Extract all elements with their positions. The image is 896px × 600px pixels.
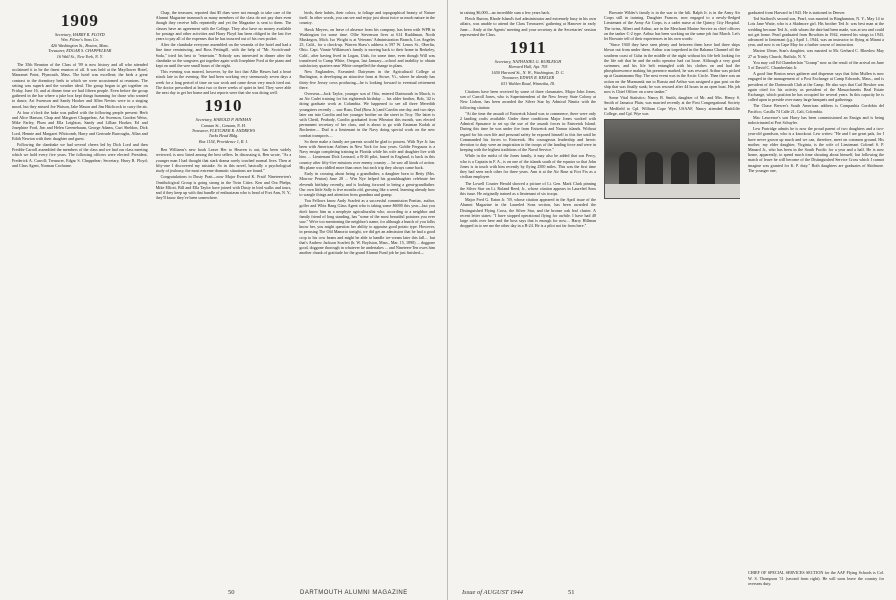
secretary-address: 426 Washington St., Boston, Mass. bbox=[50, 42, 109, 48]
right-col-3 bbox=[748, 10, 884, 582]
article-paragraph: Hawk Meyers, on leave of absence from his company, has been with WPB in Washington for some time. Ollie Stevenson lives at 614 Ruddiman, North Muskegon, Mich. Iso Wright is at Veterans' Administration Branch, Los Angeles 25, Calif., for a check-up. Warren Shaw's address is 597 W. Lenox St., Oberlin, Ohio. Capt. Vinnie Wilkinson's family is moving back to their home in Berkeley, Calif., after having lived in Logan, Utah, for some time, even though Will was transferred to Camp White, Oregon, last January—school and inability to obtain satisfactory quarters near White compelled the change in plans. bbox=[299, 26, 436, 69]
secretary-line: Secretary, NATHANIEL G. BURLEIGH bbox=[494, 59, 562, 65]
article-paragraph: birds, their habits, their colors, to foliage and topographical beauty of Nature itself. In other words, you can see and enjoy just about twice as much nature in the country. bbox=[299, 10, 436, 26]
article-paragraph: While in the midst of the Jones family, it may also be added that son Percy, who is a Captain in F. A., is on one of the islands south of the equator so that John Jones is in touch with him recently by flying 2500 miles. This was the first time they had seen each other for three years. Ann is at the Air Base at Fort Fix as a civilian employee. bbox=[460, 153, 596, 180]
treasurer-address: Box 1154, Providence 1, R. I. bbox=[199, 138, 248, 144]
article-paragraph: So there make a family are parents would be glad to possess. With Nye Jr. has been with American Airlines in New York for four years. Goldie Ferguson is a Navy ensign completing training in Florida while his wife and daughter live with him. ... Lieutenant Dick Leonard, a B-26 pilot, based in England, is back in this country after fifty-five missions over enemy country ... he saw all kinds of action. His plane was riddled more than once; but each trip they always came back. bbox=[299, 138, 436, 170]
magazine-title: DARTMOUTH ALUMNI MAGAZINE bbox=[300, 590, 408, 596]
secretary-address: 1650 Harvard St., N. W., Washington, D. C. bbox=[491, 69, 565, 75]
article-paragraph: Marion Ulmer, Stan's daughter, was married to Mr. Gerhard C. Bloedow May 27 at Trinity Church, Buffalo, N. Y. bbox=[748, 48, 884, 59]
left-col-2 bbox=[156, 10, 292, 582]
left-col-1 bbox=[12, 10, 148, 582]
right-col-1 bbox=[460, 10, 596, 582]
article-paragraph: Brownie Wilder's family is in the war to the hilt. Ralph Jr. is in the Army Air Corps still in training. Daughter Frances, now engaged to a newly-fledged Lieutenant of the Army Air Corps, is a cadet nurse at the Quincy City Hospital. The twins, Albert and Arthur, are in the Merchant Marine Service as chief officers on the tanker C-2 type. Arthur has been working on the same job fast March. Let's let Brownie tell of their experiences in his own words: bbox=[604, 10, 740, 42]
photo bbox=[604, 119, 740, 199]
class-year-heading: 1911 bbox=[509, 38, 547, 58]
article-paragraph: After the clambake everyone assembled on the veranda of the hotel and had a fine time reminiscing, and Ross Pettingill, with the help of "Mr. Scotch-and-Soda," tried his best to "entertain." Nobody was interested in dinner after the clambake so the songsters got together again with Josephine Ford at the piano and kept on until the wee small hours of the night. bbox=[155, 42, 292, 69]
article-paragraph: The 35th Reunion of the Class of '09 is now history and all who attended acclaimed it to be the finest reunion of all. It was held at the Mayflower Hotel, Manomet Point, Plymouth, Mass. The hotel was excellent; the beds a great contrast to the dormitory beds to which we were accustomed at reunions. The setting was superb and the weather ideal. The group began to get together on Friday, June 16, and at dinner time we had fifteen people. Even before the group gathered in the bar where a juke box kept things humming for those who wanted to dance, Art Swenson and Sandy Hooker and Allen Nevins were in a singing mood, but they missed Joe Watson, Jake Mason and Jim Hitchcock to carry the air. bbox=[12, 62, 148, 109]
right-page bbox=[448, 0, 896, 600]
article-paragraph: Some Vital Statistics: Nancy B. Smith, daughter of Mr. and Mrs. Henry S. Smith of Jamaica Plain, was married recently at the First Congregational Society in Medfield to Cpl. William Cope Wye, USAAF, Nancy attended Radcliffe College, and Cpl. Wye was bbox=[604, 95, 740, 116]
left-col-3 bbox=[299, 10, 435, 582]
article-paragraph: At four o'clock the bake was pulled with the following people present: Herb and Alice Hanson, Chap and Margaret Chappelear, Art Swenson, Gordon Weiss, Mike Farley, Plum and Ella Leighton, Sandy and Lillian Hooker, Ed and Josephine Ford, Jim and Helen Greenebaum, George Adams, Curt Sheldon, Dick Lord, Hennie and Margaret Whitcomb, Harry and Gertrude Burroughs, Allan and Edith Newton with their daughter and guest. bbox=[12, 109, 148, 141]
right-col-2 bbox=[604, 10, 740, 582]
article-paragraph: Lew Partridge admits he is now the proud parent of two daughters and a two-year-old grandson, who is a knockout. Lew writes: "He and I are great pals, for I have never grown up much and we can, therefore, meet on common ground. His mother, my elder daughter, Virginia, is the wife of Lieutenant Colonel S. P. Manard Jr., who has been in the South Pacific for a year and a half. He is now home, apparently, to spend much time shouting about himself, but following the match of leave he will become of the Distinguished Service Cross which I cannot imagine was granted for K. P. duty." Both daughters are graduates of Skidmore. The younger one, bbox=[748, 126, 884, 173]
issue-date: Issue of AUGUST 1944 bbox=[462, 589, 523, 596]
article-paragraph: You may call Ed Chamberlain "Gramp" now as the result of the arrival on June 5 of David C. Chamberlain Jr. bbox=[748, 59, 884, 71]
article-paragraph: Citations have been received by some of three classmates. Major John Jones, son of Carroll Jones, who is Superintendent of the New Jersey State Colony at New Lisbon, has been awarded the Silver Star by Admiral Nimitz with the following citation: bbox=[460, 89, 596, 110]
photo-caption-wrap bbox=[748, 568, 884, 586]
article-paragraph: in raising $6,000—an incredible sum a few years back. bbox=[460, 10, 551, 15]
treasurer-address: 16 Wall St., New York, N. Y. bbox=[56, 53, 103, 59]
article-paragraph: The Chase Brewer's South American address is Companhia Cordobia del Pacifico, Casilla 74 Calle 21, Cali, Colombia. bbox=[748, 103, 884, 114]
treasurer-line: Treasurer, EDGAR S. CHAPPELEAR bbox=[48, 48, 112, 54]
article-paragraph: "Since 1940 they have seen plenty and between them have had three ships blown out from under them. Arthur was torpedoed in the Bahama Channel off the southern coast of Cuba in the middle of the night without his life belt looking for the life raft that he and the radio operator had cut loose. Although a very good swimmer, and his life belt entangled with his clothes on and had the phosphorescence making his presence marked, he was rescued. Arthur was picked up at Guantanamo Bay. The next event was in the Arctic Circle. Then there was an action on the Murmansk run to Russia and Arthur was assigned a gun post on the ship that was finally sunk; he was rescued after 44 hours in an open boat. His job now is Chief Officer on a new tanker." bbox=[604, 42, 740, 95]
article-paragraph: Overseas—Jack Taylor, younger son of Otto, entered Dartmouth in March, is an Air Cadet training for his eighteenth birthday ... his older brother, Bob, '42 is doing graduate work at Columbia. We happened to see all three Meredith youngsters recently ... saw Russ, Dud (Ross Jr.) and Carolin one day, and two days later ran into Carolin and her younger brother on the street in Troy. The latter is with Chettl, Peabody, Carolin graduated from Wheaton this month, was elected permanent secretary of her class, and is about to go with Eastman Kodak at Rochester.... Dud is a lieutenant in the Navy doing special work on the new combat transports.... bbox=[299, 91, 436, 138]
article-paragraph: graduated from Harvard in 1943. He is stationed in Denver. bbox=[748, 10, 846, 15]
article-paragraph: A good line Boston news gatherer and dispenser says that John Mullen is now engaged in the management of a Post Exchange at Camp Edwards, Mass., and is president of the Dartmouth Club at the Camp. He also says that Carl Bowker was again cited for his activity as president of the Massachusetts Real Estate Exchange, which position he has occupied for several years. In this capacity he is called upon to preside over many large banquets and gatherings. bbox=[748, 71, 884, 103]
secretary-line: Secretary, HAROLD P. HINMAN bbox=[195, 117, 252, 123]
class-year-heading: 1909 bbox=[60, 11, 99, 30]
page-number: 50 bbox=[228, 589, 235, 596]
treasurer-address: 631 Walden Road, Winnetka, Ill. bbox=[500, 80, 556, 86]
secretary-address: Harvard Hall, Apt. 705 bbox=[508, 64, 548, 70]
article-paragraph: Early in crossing about being a grandfather, a daughter born to Betty (Mrs. Morrow Penton) June 28 ... Win Nye helped his granddaughter celebrate her eleventh birthday recently, and is looking forward to being a great-grandfather. Our own little Sally is five months old, growing like a weed, learning already how to wangle things and attention from grandma and gramp. bbox=[299, 171, 436, 197]
article-paragraph: Ted Stafford's second son, Pearl, was married in Binghamton, N. Y., May 14 to Lois Jane Waite, who is a Skidmore girl. His brother Ted Jr. was best man at the wedding because Ted Jr., with whom the date had been made, was at sea and could not get home. Pearl graduated from Bowdoin in 1942, entered his wings in 1943, advanced to lieutenant (j.g.) April 1, 1944, was an instructor in flying at Miami a year, and now is on Cape May for a further course of instruction. bbox=[748, 16, 884, 48]
article-paragraph: Major Fred G. Eaton Jr. '39, whose citation appeared in the April issue of the Alumni Magazine in the Laureled Sons section, has been awarded the Distinguished Flying Cross, the Silver Star, and the bronze oak leaf cluster. A recent letter states: "I have stopped operational flying for awhile. I have had 48 large raids over here and the boss says that is enough for now.... Harry Hillman dropped in to see me the other day in a B-24. He is a pilot not far from here." bbox=[460, 197, 596, 229]
secretary-address: Canaan St., Canaan, N. H. bbox=[200, 122, 247, 128]
photo-caption: CHIEF OF SPECIAL SERVICES SECTION for the AAF Flying Schools is Col. W. S. Thompson '11 (second from right). He will soon leave the country for overseas duty. bbox=[748, 570, 884, 586]
article-paragraph: Chap, the treasurer, reported that $5 dues were not enough to take care of the Alumni Magazine inasmuch as many members of the class do not pay dues even though they receive bills repeatedly and yet the Magazine is sent to them. The classes have an agreement with the College. They also have no money available for postage and other activities and Harry Floyd has been obliged in the last five years to pay all of the expenses that he has incurred out of his own pocket. bbox=[155, 10, 292, 42]
article-paragraph: The Lowell Courier Herald showed a picture of Lt. Gen. Mark Clark pinning the Silver Star on Lt. Roland Reed, Jr., whose citation appears in Laureled Sons this issue. He originally trained as a lieutenant of six troops. bbox=[460, 180, 596, 196]
treasurer-line: Treasurer, FLETCHER R. ANDREWS bbox=[191, 128, 256, 134]
secretary-address: Wm. Filene's Sons Co. bbox=[60, 37, 99, 43]
secretary-line: Secretary, HARRY R. FLOYD bbox=[55, 32, 105, 37]
article-paragraph: Fletch Burton, Rhode Island's fuel administrator and extremely busy in his own affairs, was unable to attend the Class Treasurers' gathering at Hanover in early June.... Andy at the Agents' meeting and your secretary at the Secretaries' session represented the Class. bbox=[460, 16, 596, 37]
article-paragraph: New Englanders, Exeunted: Dairymen in the Agricultural College at Burlington, is developing an attractive farm at Stowe, Vt., where he already has thirty-five Jersey cows producing—he is looking forward to eventual retirement there. bbox=[299, 69, 436, 90]
page-number: 51 bbox=[568, 589, 575, 596]
article-paragraph: You Fellows know Andy Scarlett as a successful commission Pontiac, author, golfer and Whiz Bang Glass Agent who is taking some $6000 this year—but you don't know him as a neophyte agriculturalist who, according to a neighbor and family friend of long standing, has "some of the most beautiful potatoes you ever saw." We're too mentioning the neighbor's name, for although a bunch of you folks know her, you might question her ability to appraise good potato type. However, in perusing The Old Manorio tonight, we did get an admission that he had a good crop to his cow beans and might be able to handle ice-cream later this fall.... but that's Andrew Jackson Scarlett (b. W. Boylston, Mass., Mar. 15, 1890) ... doggone good, doggone thorough in whatever he undertakes ... and Nineteen-Ten owes him another chunk of gratitude for the grand Alumni Fund job he just finished— bbox=[299, 198, 436, 256]
article-paragraph: Ben Williams's new book Leave Her to Heaven is out, has been widely reviewed, is now listed among the best sellers. In discussing it, Ben wrote, "As a younger man I had thought that stark drama rarely touched normal lives. Then at fifty-one I discovered my mistake. So in this novel, basically a psychological study of jealousy, the most extreme dramatic situations are found." bbox=[155, 147, 292, 174]
class-year-heading: 1910 bbox=[204, 96, 243, 116]
article-paragraph: This evening was marred, however, by the fact that Allie Hawes had a heart attack late in the evening. She had been working very strenuously seven days a week for a long period of time on war work and came down very much tired out. The doctor prescribed at least two or three weeks of quiet in bed. They were able the next day to get her home and last reports were that she was doing well. bbox=[155, 69, 292, 96]
article-paragraph: Following the clambake we had several cheers led by Dick Lord and then Freddie Carroll assembled the members of the class and we had our class meeting which we hold every five years. The following officers were elected: President, Frederick A. Carroll; Treasurer, Edgar S. Chappelear; Secretary, Harry R. Floyd; and Class Agent, Norman Cochrane. bbox=[12, 142, 148, 168]
article-paragraph: Congratulations to Dusty Pratt—now Major Everard K. Pratt! Nineteen-ten's Ornithological Group is going strong in the Twin Cities. Ken and Ora Phelps, Mike Elliott, Bill and Ella Taylor have joined with Dusty in bird walks and tours, and if they keep up with that bundle of enthusiasm who is head of Fort Ann, N. Y., they'll know they've been somewhere. bbox=[155, 174, 292, 201]
article-paragraph: "At the time the assault of Eniwetok Island was to commence, there were only 2 landing crafts available. Under these conditions Major Jones worked with Admiral Spruance to set up the use of the assault forces in Eniwetok Island. During this time he was under fire from Eniwetok and Namur islands. Without regard for his own life and personal safety he exposed himself to this fire until he Commanded his forces to Eniwetok. His courageous leadership and heroic devotion to duty were an inspiration to the troops of the landing force and were in keeping with the highest traditions of the Naval Service." bbox=[460, 110, 596, 153]
article-paragraph: Mac Lawrence's son Harry has been commissioned an Ensign and is being indoctrinated at Port Schuyler. bbox=[748, 114, 884, 126]
treasurer-line: Treasurer, EDWIN R. KEELER bbox=[501, 75, 555, 81]
treasurer-address: Turks Head Bldg. bbox=[208, 133, 239, 139]
photo-table bbox=[605, 184, 740, 198]
